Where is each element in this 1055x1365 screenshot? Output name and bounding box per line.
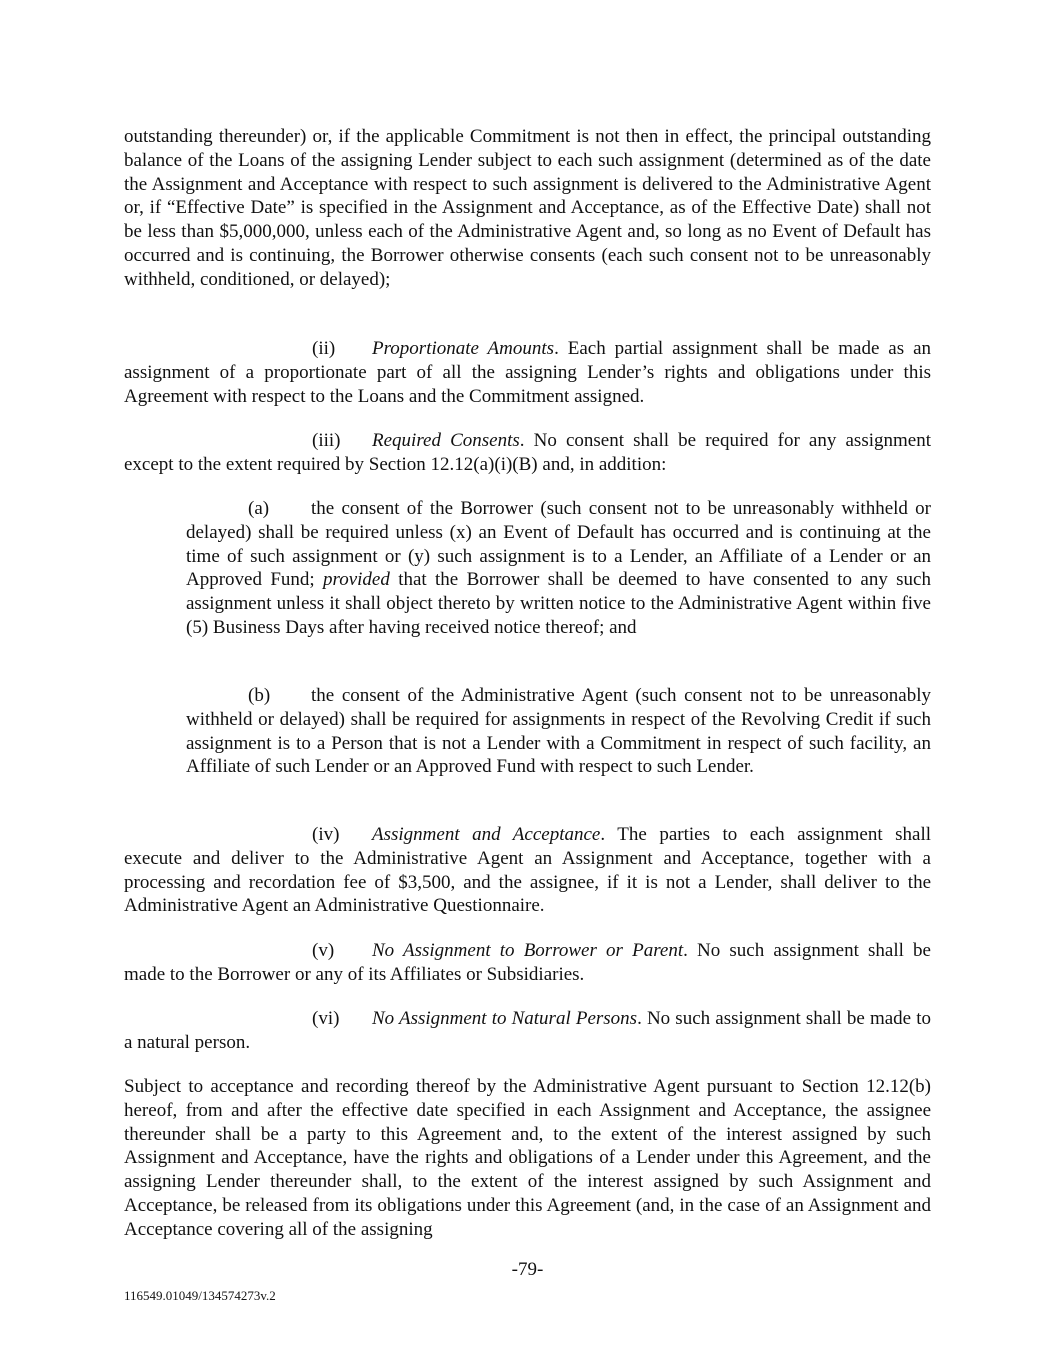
item-title: Assignment and Acceptance xyxy=(372,824,601,845)
item-text: . No such assignment shall be made to a natural person. xyxy=(124,1008,932,1053)
page-number: -79- xyxy=(511,1259,544,1280)
paragraph-iii xyxy=(124,429,931,477)
item-number: (iv) xyxy=(312,824,340,845)
paragraph-closing: Subject to acceptance and recording thereof by the Administrative Agent pursuant to Section 12.12(b) hereof, from and after the effective date specified in each Assignment and Acceptance, the assignee thereunder shall be a party to this Agreement and, to the extent of the interest assigned by such Assignment and Acceptance, have the rights and obligations of a Lender under this Agreement, and the assigning Lender thereunder shall, to the extent of the interest assigned by such Assignment and Acceptance, be released from its obligations under this Agreement (and, in the case of an Assignment and Acceptance covering all of the assigning xyxy=(124,1076,931,1240)
item-text: . No consent shall be required for any assignment except to the extent required by Section 12.12(a)(i)(B) and, in addition: xyxy=(124,430,931,475)
paragraph-ii xyxy=(124,337,931,408)
item-number: (ii) xyxy=(312,338,336,359)
item-text: . The parties to each assignment shall execute and deliver to the Administrative Agent an Assignment and Acceptance, together with a processing and recordation fee of $3,500, and the assignee, if it is not a Lender, shall deliver to the Administrative Agent an Administrative Questionnaire. xyxy=(124,824,931,917)
paragraph-b xyxy=(186,684,931,779)
item-number: (vi) xyxy=(312,1008,340,1029)
item-number: (iii) xyxy=(312,430,341,451)
paragraph-vi xyxy=(124,1007,931,1055)
item-number: (a) xyxy=(248,498,270,519)
item-emphasis: provided xyxy=(323,569,390,591)
paragraph-a xyxy=(186,497,931,640)
item-text: . Each partial assignment shall be made as an assignment of a proportionate part of all the assigning Lender’s rights and obligations under this Agreement with respect to the Loans and the Commitment assigned. xyxy=(124,338,932,407)
item-text: the consent of the Administrative Agent (such consent not to be unreasonably withheld or delayed) shall be required for assignments in respect of the Revolving Credit if such assignment is to a Person that is not a Lender with a Commitment in respect of such facility, an Affiliate of such Lender or an Approved Fund with respect to such Lender. xyxy=(186,685,931,778)
paragraph-v xyxy=(124,939,931,987)
item-title: No Assignment to Natural Persons xyxy=(372,1008,638,1029)
item-text: the consent of the Borrower (such consent not to be unreasonably withheld or delayed) shall be required unless (x) an Event of Default has occurred and is continuing at the time of such assignment or (y) such assignment is to a Lender, an Affiliate of a Lender or an Approved Fund; xyxy=(186,498,931,591)
item-text: . No such assignment shall be made to the Borrower or any of its Affiliates or Subsidiaries. xyxy=(124,940,931,985)
item-number: (b) xyxy=(248,685,271,706)
item-number: (v) xyxy=(312,940,335,961)
item-title: Required Consents xyxy=(372,430,520,451)
document-id: 116549.01049/134574273v.2 xyxy=(124,1288,276,1303)
item-text-continued: that the Borrower shall be deemed to have consented to any such assignment unless it shall object thereto by written notice to the Administrative Agent within five (5) Business Days after having received notice thereof; and xyxy=(186,569,931,638)
paragraph-continuation: outstanding thereunder) or, if the applicable Commitment is not then in effect, the principal outstanding balance of the Loans of the assigning Lender subject to each such assignment (determined as of the date the Assignment and Acceptance with respect to such assignment is delivered to the Administrative Agent or, if “Effective Date” is specified in the Assignment and Acceptance, as of the Effective Date) shall not be less than $5,000,000, unless each of the Administrative Agent and, so long as no Event of Default has occurred and is continuing, the Borrower otherwise consents (each such consent not to be unreasonably withheld, conditioned, or delayed); xyxy=(124,126,931,290)
paragraph-iv xyxy=(124,823,931,918)
item-title: No Assignment to Borrower or Parent xyxy=(372,940,684,961)
item-title: Proportionate Amounts xyxy=(372,338,555,359)
